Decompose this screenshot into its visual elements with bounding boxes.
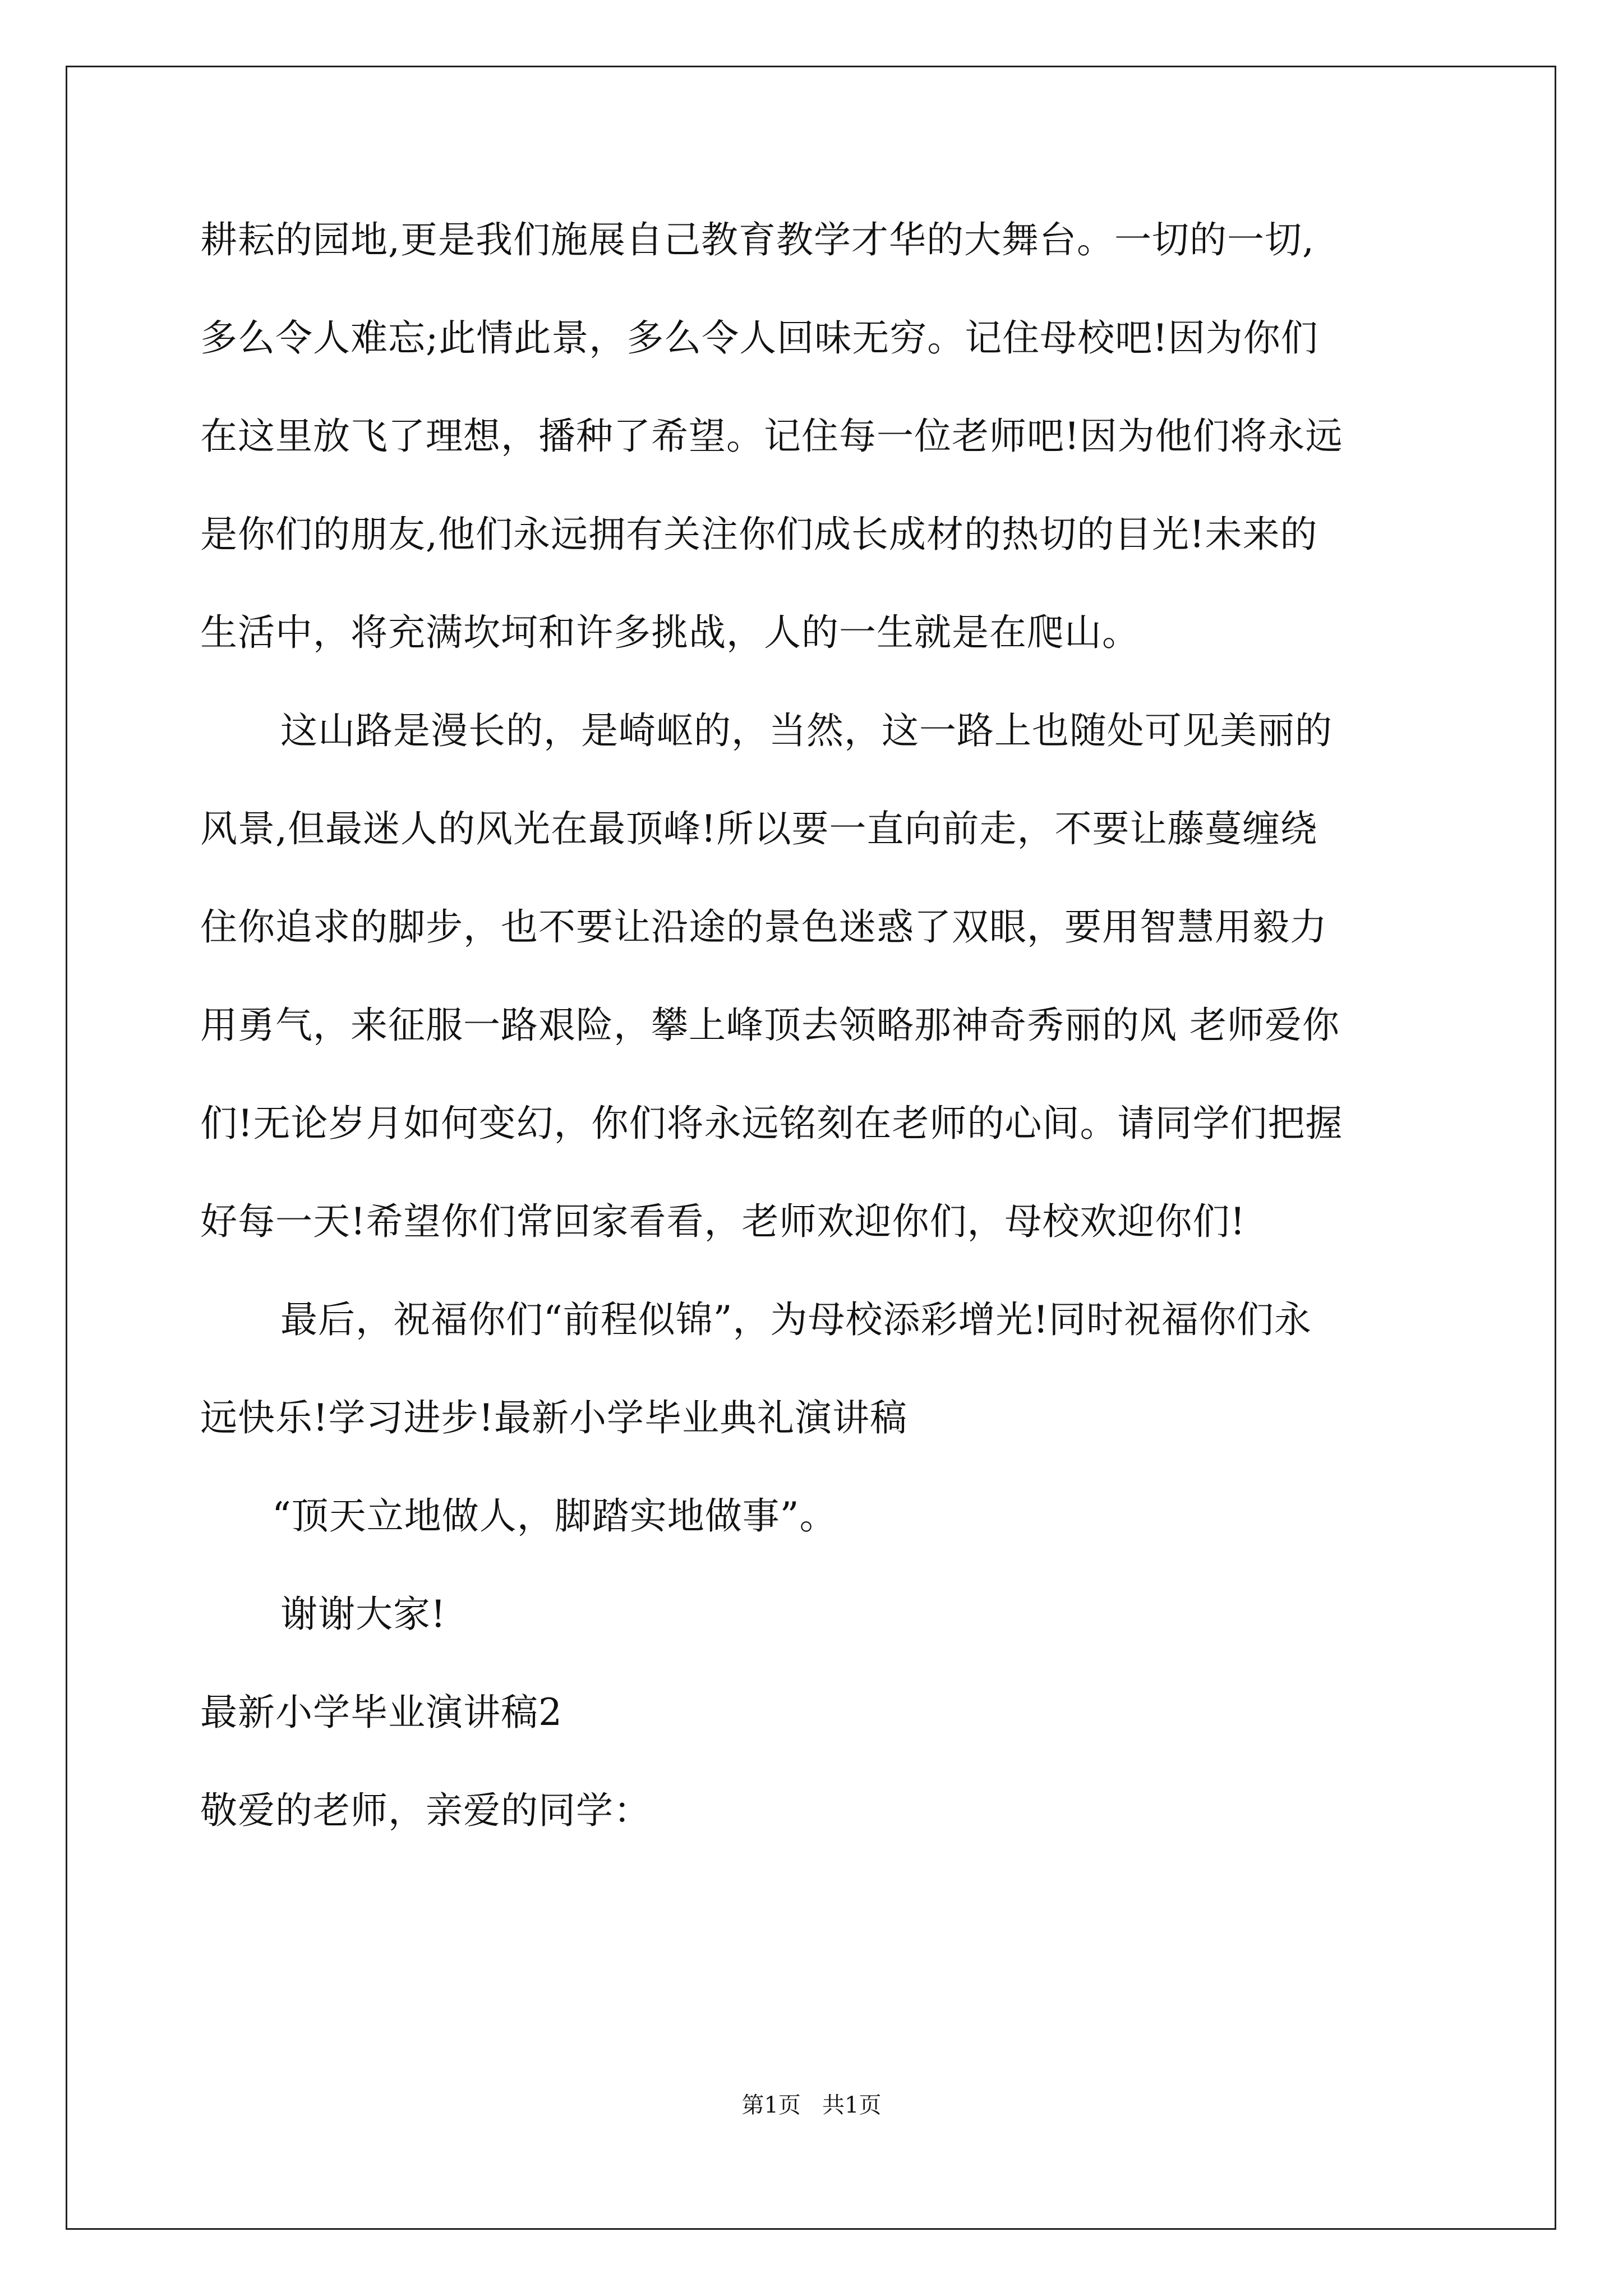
text-line: 在这里放飞了理想，播种了希望。记住每一位老师吧!因为他们将永远 (200, 415, 1343, 458)
page-number-footer: 第1页 共1页 (741, 2092, 882, 2118)
text-line: 好每一天!希望你们常回家看看，老师欢迎你们，母校欢迎你们! (200, 1200, 1246, 1243)
text-line: 用勇气，来征服一路艰险，攀上峰顶去领略那神奇秀丽的风 老师爱你 (200, 1004, 1340, 1047)
section-title: 最新小学毕业演讲稿2 (200, 1691, 562, 1734)
quote-line: “顶天立地做人，脚踏实地做事”。 (272, 1494, 837, 1538)
text-line: 是你们的朋友,他们永远拥有关注你们成长成材的热切的目光!未来的 (200, 513, 1318, 556)
text-line: 风景,但最迷人的风光在最顶峰!所以要一直向前走，不要让藤蔓缠绕 (200, 807, 1318, 850)
text-line: 耕耘的园地,更是我们施展自己教育教学才华的大舞台。一切的一切, (200, 218, 1315, 261)
text-line: 生活中，将充满坎坷和许多挑战，人的一生就是在爬山。 (200, 611, 1140, 654)
paragraph-first-line: 这山路是漫长的，是崎岖的，当然，这一路上也随处可见美丽的 (280, 709, 1332, 752)
salutation: 敬爱的老师，亲爱的同学： (200, 1789, 651, 1832)
text-line: 远快乐!学习进步!最新小学毕业典礼演讲稿 (200, 1396, 908, 1439)
text-line: 多么令人难忘;此情此景，多么令人回味无穷。记住母校吧!因为你们 (200, 316, 1318, 360)
closing-line: 谢谢大家! (280, 1593, 446, 1636)
page-border (66, 66, 1556, 2230)
paragraph-first-line: 最后，祝福你们“前程似锦”，为母校添彩增光!同时祝福你们永 (280, 1298, 1312, 1341)
text-line: 们!无论岁月如何变幻，你们将永远铭刻在老师的心间。请同学们把握 (200, 1102, 1343, 1145)
text-line: 住你追求的脚步，也不要让沿途的景色迷惑了双眼，要用智慧用毅力 (200, 905, 1327, 949)
